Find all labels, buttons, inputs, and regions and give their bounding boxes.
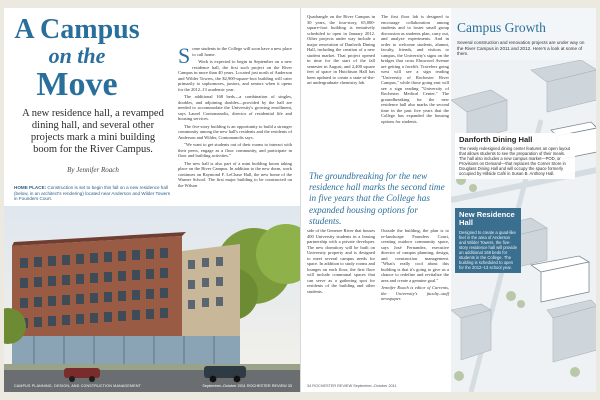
danforth-dining-callout	[455, 133, 575, 179]
caption-lead: HOME PLACE:	[14, 185, 47, 190]
body-paragraph: Quadrangle on the River Campus in 30 years, the four-story, 65,000-square-foot building is tentatively scheduled to open in January 2012. Other projects under way include a major renovation of Danforth Dining Hall, including the creation of a new student market. That project opened in time for the start of the fall semester in August, and 2,400 square feet of space in Hutchison Hall has been updated to create a state-of-the-art undergraduate chemistry lab.	[307, 14, 375, 85]
campus-growth-sidebar	[451, 8, 596, 392]
sidebar-title: Campus Growth	[457, 20, 546, 35]
drop-cap: S	[178, 43, 191, 68]
body-paragraph: The first floor lab is designed to encourage collaboration among students and to foster small group discussion as students plan, carry out, and analyze experiments. And in order to welcome students, alumni, faculty, friends, and visitors to campus, the University's signs on the bridges that cross Elmwood Avenue are getting a facelift. Travelers going west will see a sign reading "University of Rochester River Campus," while those going east will see a sign reading "University of Rochester Medical Center." The groundbreaking for the new residence hall also marks the second time in the past five years that the College has expanded the housing options for students.	[381, 14, 449, 124]
right-body-column-3	[307, 228, 375, 296]
left-body-column	[178, 43, 292, 190]
body-paragraph: Outside the building, the plan is to re-landscape Founders Court, creating outdoor community space, says José Fernandez, executive director of campus planning, design, and construction management. "What's really cool about this building is that it's going to give us a chance to redefine and revitalize the area and create a genuine goal."	[381, 228, 449, 283]
photo-caption	[14, 185, 172, 202]
body-paragraph: Work is expected to begin in September on a new residence hall, the first such project on the River Campus in more than 40 years. Located just north of Anderson and Wilder Towers, the $2,900-square-foot building will cater primarily to sophomores, juniors, and seniors when it opens for the 2012–13 academic year.	[178, 59, 292, 92]
body-paragraph: Some students in the College will soon have a new place to call home.	[178, 43, 292, 68]
page-folio: September–October 2011 ROCHESTER REVIEW 33	[202, 384, 292, 388]
callout-title: Danforth Dining Hall	[459, 135, 533, 144]
page-folio: 34 ROCHESTER REVIEW September–October 2011	[307, 384, 397, 388]
new-residence-hall-callout	[455, 208, 521, 273]
residence-hall-rendering	[4, 206, 300, 392]
pull-quote: The groundbreaking for the new residence hall marks the second time in five years that the College has expanded housing options for students.	[309, 171, 445, 226]
left-page	[4, 8, 300, 392]
body-paragraph: "We want to get students out of their rooms to interact with their peers, engage as a floor community, and participate in floor and building activities."	[178, 142, 292, 158]
body-paragraph: The additional 168 beds—a combination of singles, doubles, and adjoining doubles—provided by the hall are needed to accommodate the University's growing enrollment, says Laurel Contomanolis, director of residential life and housing services.	[178, 94, 292, 121]
body-paragraph: The new hall is also part of a mini building boom taking place on the River Campus. In addition to the new dorm, work continues on Raymond F. LeChase Hall, the new home of the Warner School. The first major building to be constructed on the Wilson	[178, 160, 292, 188]
callout-text: Designed to create a quad-like feel in the area of Anderson and Wilder Towers, the five-story residence hall will provide an additional 168 beds for students in the College. The building is scheduled to open for the 2012–13 school year.	[459, 229, 517, 270]
byline: By Jennifer Roach	[67, 166, 119, 174]
author-bio: Jennifer Roach is editor of Currents, the University's faculty–staff newspaper.	[381, 285, 449, 301]
article-title	[12, 16, 142, 102]
caption-text: Construction is set to begin this fall on a new residence hall (below, in an architect's rendering) located near Anderson and Wilder Towers in Founders Court.	[14, 185, 171, 202]
title-line-2: on the	[48, 43, 106, 68]
rendering-credit: CAMPUS PLANNING, DESIGN, AND CONSTRUCTION MANAGEMENT	[14, 384, 142, 388]
right-body-column-4	[381, 228, 449, 304]
body-paragraph: The five-story building is an opportunity to build a stronger community among the new hall's residents and the residents of Anderson and Wilder, Contomanolis says.	[178, 123, 292, 140]
title-line-1: A Campus	[14, 14, 140, 45]
article-subhead: A new residence hall, a revamped dining hall, and several other projects mark a mini building boom for the River Campus.	[22, 108, 164, 155]
body-paragraph: side of the Genesee River that houses 400 University students in a leasing partnership with a private developer. The new dormitory will be built on University property and is designed to meet several campus needs for space. In addition to study rooms and lounges on each floor, the first floor will include communal spaces that can serve as a gathering spot for residents of the building and other students.	[307, 228, 375, 294]
right-body-column-1	[307, 14, 375, 88]
callout-title: New Residence Hall	[459, 210, 515, 228]
title-line-3: Move	[36, 66, 118, 103]
right-page	[300, 8, 596, 392]
right-body-column-2	[381, 14, 449, 126]
sidebar-intro: Several construction and renovation projects are under way on the River Campus in 2011 and 2012. Here's a look at some of them.	[457, 40, 585, 57]
callout-text: The newly redesigned dining center features an open layout that allows students to see the preparation of their meals. The hall also includes a new campus market—POD, or Provisions on Demand—that replaces the Corner Store in Douglass Dining Hall and will occupy the space formerly occupied by Hillside Café in Susan B. Anthony Hall.	[459, 146, 571, 177]
